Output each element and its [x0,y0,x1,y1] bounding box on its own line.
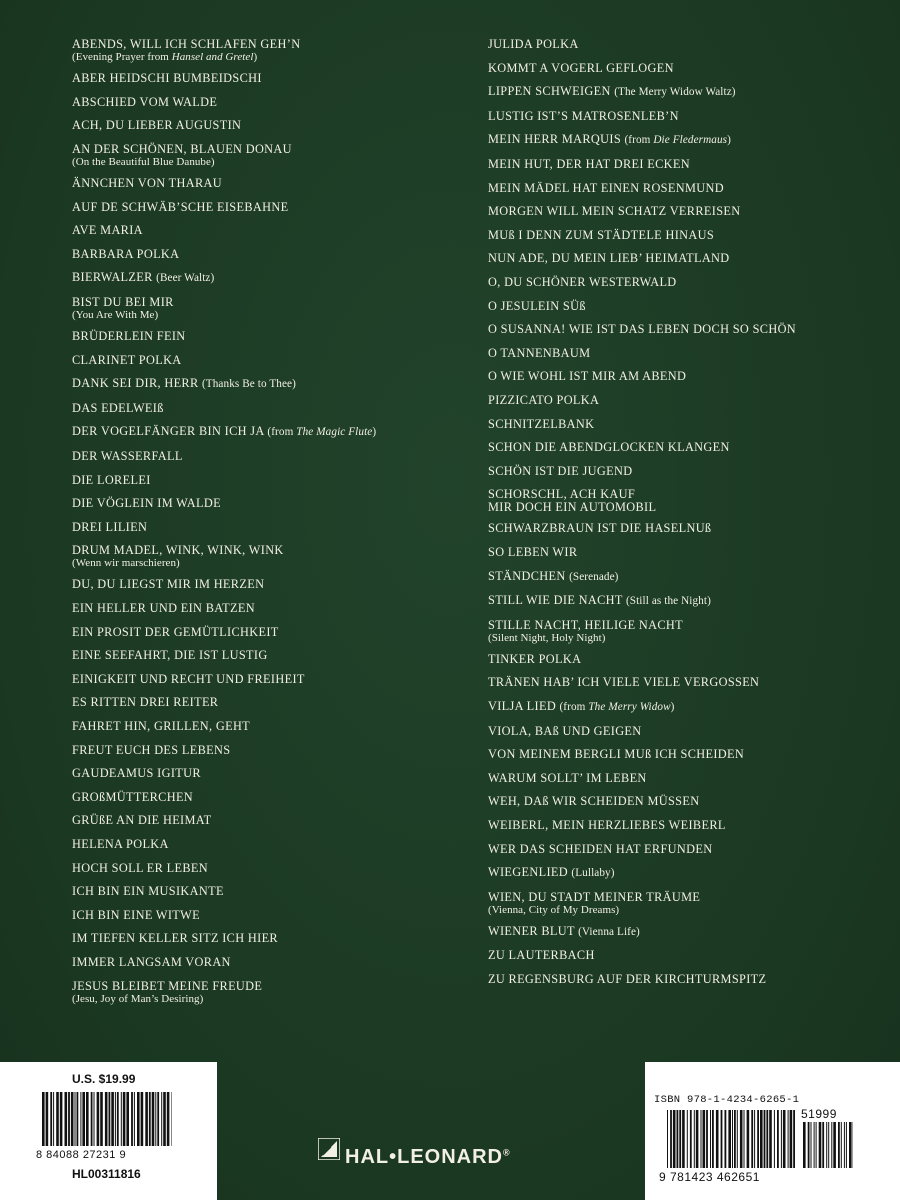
song-entry [72,602,472,615]
song-entry [488,38,888,51]
song-title: EINE SEEFAHRT, DIE IST LUSTIG [72,648,268,663]
barcode-bar [769,1110,772,1168]
song-title: TRÄNEN HAB’ ICH VIELE VIELE VERGOSSEN [488,675,760,690]
song-entry [488,133,888,147]
song-entry [488,546,888,559]
song-entry [488,370,888,383]
song-title: VIOLA, BAß UND GEIGEN [488,723,642,738]
song-entry [72,248,472,261]
barcode-bar [46,1092,49,1146]
barcode-bar [149,1092,151,1146]
barcode-bar [694,1110,695,1168]
song-translation: (Vienna Life) [578,925,640,938]
song-entry [72,201,472,214]
barcode-bar [157,1092,159,1146]
barcode-bar [687,1110,688,1168]
song-entry [72,354,472,367]
barcode-bar [172,1092,173,1146]
song-title: ZU LAUTERBACH [488,948,595,963]
song-title: WARUM SOLLT’ IM LEBEN [488,770,647,785]
song-entry [72,474,472,487]
song-title: SCHÖN IST DIE JUGEND [488,463,633,478]
song-title: MEIN MÄDEL HAT EINEN ROSENMUND [488,180,724,195]
addon-digits: 51999 [801,1107,837,1121]
song-entry [488,252,888,265]
barcode-bar [764,1110,766,1168]
song-entry [72,720,472,733]
song-entry [488,570,888,584]
barcode-bar [774,1110,775,1168]
song-title: IMMER LANGSAM VORAN [72,954,231,969]
barcode-bar [80,1092,81,1146]
barcode-bar [109,1092,111,1146]
song-title: DIE VÖGLEIN IM WALDE [72,496,221,511]
song-entry [488,653,888,666]
song-title: AN DER SCHÖNEN, BLAUEN DONAU [72,141,292,156]
song-entry [72,425,472,439]
barcode-bar [734,1110,736,1168]
song-entry [488,347,888,360]
song-entry [72,932,472,945]
song-translation: (Jesu, Joy of Man’s Desiring) [72,992,204,1005]
barcode-bar [849,1122,852,1168]
barcode-bar [841,1122,842,1168]
barcode-bar [71,1092,74,1146]
barcode-bar [163,1092,166,1146]
barcode-bar [725,1110,727,1168]
isbn-label: ISBN 978-1-4234-6265-1 [654,1094,800,1106]
song-entry [488,465,888,478]
song-entry [488,394,888,407]
barcode-bar [754,1110,755,1168]
song-translation: (The Merry Widow Waltz) [614,86,736,99]
song-title: STILLE NACHT, HEILIGE NACHT [488,617,684,632]
song-entry [72,814,472,827]
barcode-bar [747,1110,750,1168]
song-entry [488,276,888,289]
barcode-bar [712,1110,714,1168]
song-entry [72,119,472,132]
song-entry [488,205,888,218]
addon-barcode [803,1122,853,1168]
barcode-bar [826,1122,827,1168]
song-entry [488,748,888,761]
song-title: LUSTIG IST’S MATROSENLEB’N [488,108,679,123]
song-entry [488,676,888,689]
song-entry [488,418,888,431]
barcode-bar [777,1110,779,1168]
song-title: WEH, DAß WIR SCHEIDEN MÜSSEN [488,794,700,809]
barcode-bar [77,1092,79,1146]
barcode-bar [819,1122,822,1168]
barcode-bar [141,1092,144,1146]
barcode-bar [117,1092,119,1146]
upc-digits: 8 84088 27231 9 [36,1149,127,1161]
song-translation: (Serenade) [569,570,619,583]
song-title: HELENA POLKA [72,837,169,851]
barcode-bar [65,1092,68,1146]
song-entry [488,300,888,313]
barcode-bar [732,1110,733,1168]
barcode-bar [811,1122,812,1168]
song-entry [72,377,472,391]
song-title: TINKER POLKA [488,651,582,666]
song-entry [488,725,888,738]
song-title-continued: MIR DOCH EIN AUTOMOBIL [488,500,657,515]
song-list-right [488,38,888,997]
barcode-bar [126,1092,129,1146]
song-entry [72,544,472,570]
song-translation: (Evening Prayer from Hansel and Gretel) [72,51,258,63]
song-entry [488,891,888,917]
song-entry [488,323,888,336]
barcode-bar [137,1092,140,1146]
song-entry [488,949,888,962]
song-entry [488,62,888,75]
song-entry [488,866,888,880]
song-title: WER DAS SCHEIDEN HAT ERFUNDEN [488,841,713,856]
barcode-bar [781,1110,782,1168]
song-title: DRUM MADEL, WINK, WINK, WINK [72,543,284,558]
barcode-bar [822,1122,824,1168]
song-title: BRÜDERLEIN FEIN [72,329,186,344]
barcode-bar [728,1110,731,1168]
barcode-bar [793,1110,795,1168]
song-entry [488,182,888,195]
product-code: HL00311816 [72,1167,141,1181]
barcode-bar [677,1110,679,1168]
barcode-bar [123,1092,126,1146]
song-translation: (Wenn wir marschieren) [72,557,180,570]
barcode-bar [91,1092,93,1146]
barcode-bar [696,1110,699,1168]
barcode-bar [690,1110,692,1168]
song-title: ÄNNCHEN VON THARAU [72,175,222,190]
song-entry [488,973,888,986]
barcode-bar [803,1122,806,1168]
song-title: BIST DU BEI MIR [72,294,174,309]
song-title: GRÜßE AN DIE HEIMAT [72,813,212,828]
barcode-bar [94,1092,95,1146]
song-title: EINIGKEIT UND RECHT UND FREIHEIT [72,671,305,686]
song-title: PIZZICATO POLKA [488,392,600,407]
song-entry [488,594,888,608]
barcode-bar [86,1092,89,1146]
song-translation: (On the Beautiful Blue Danube) [72,155,215,168]
song-entry [72,956,472,969]
song-title: JULIDA POLKA [488,37,579,51]
song-title: O SUSANNA! WIE IST DAS LEBEN DOCH SO SCHÖN [488,322,797,337]
song-title: LIPPEN SCHWEIGEN (The Merry Widow Waltz) [488,84,736,99]
barcode-bar [121,1092,122,1146]
barcode-bar [783,1110,786,1168]
barcode-bar [670,1110,672,1168]
song-translation: (Lullaby) [571,867,615,880]
song-entry [72,862,472,875]
price-barcode-panel [0,1062,217,1200]
barcode-bar [56,1092,59,1146]
song-entry [72,838,472,851]
song-title: DER VOGELFÄNGER BIN ICH JA (from The Magic Flute) [72,424,377,439]
song-title: FAHRET HIN, GRILLEN, GEHT [72,719,251,734]
song-title: SCHNITZELBANK [488,416,595,431]
song-entry [488,229,888,242]
song-entry [72,696,472,709]
song-title: SCHORSCHL, ACH KAUF [488,487,636,502]
barcode-bar [751,1110,753,1168]
song-entry [72,497,472,510]
barcode-bar [111,1092,114,1146]
song-title: ES RITTEN DREI REITER [72,695,219,710]
song-title: ACH, DU LIEBER AUGUSTIN [72,118,242,133]
song-title: MEIN HERR MARQUIS (from Die Fledermaus) [488,132,731,147]
song-entry [72,271,472,285]
barcode-bar [145,1092,148,1146]
song-entry [72,673,472,686]
song-entry [488,700,888,714]
barcode-bar [831,1122,832,1168]
song-entry [72,578,472,591]
song-translation: (Beer Waltz) [156,272,215,285]
song-title: DREI LILIEN [72,519,148,534]
barcode-bar [766,1110,768,1168]
barcode-bar [42,1092,45,1146]
song-title: NUN ADE, DU MEIN LIEB’ HEIMATLAND [488,251,730,266]
song-title: STILL WIE DIE NACHT (Still as the Night) [488,593,711,608]
song-list-left [72,38,472,1014]
song-title: CLARINET POLKA [72,352,182,367]
song-entry [72,296,472,322]
song-source: (from The Magic Flute) [267,426,377,439]
song-title: ICH BIN EINE WITWE [72,907,200,922]
song-title: WIEN, DU STADT MEINER TRÄUME [488,889,701,904]
barcode-bar [161,1092,162,1146]
song-title: MORGEN WILL MEIN SCHATZ VERREISEN [488,204,741,219]
song-entry [72,143,472,169]
song-title: ABENDS, WILL ICH SCHLAFEN GEH’N [72,37,301,51]
song-title: EIN PROSIT DER GEMÜTLICHKEIT [72,624,279,639]
song-entry [72,72,472,85]
publisher-name: HAL•LEONARD® [345,1146,511,1168]
hal-leonard-mark-icon [318,1138,340,1160]
barcode-bar [155,1092,156,1146]
song-source: (from The Merry Widow) [559,701,675,714]
barcode-bar [701,1110,702,1168]
song-title: GAUDEAMUS IGITUR [72,766,201,781]
barcode-bar [152,1092,155,1146]
song-source: (from Die Fledermaus) [624,134,731,147]
song-entry [488,925,888,939]
song-title: ZU REGENSBURG AUF DER KIRCHTURMSPITZ [488,972,767,987]
song-entry [72,626,472,639]
song-entry [488,795,888,808]
song-title: DER WASSERFALL [72,449,183,463]
song-title: SCHON DIE ABENDGLOCKEN KLANGEN [488,440,730,455]
song-title: IM TIEFEN KELLER SITZ ICH HIER [72,931,278,946]
song-title: KOMMT A VOGERL GEFLOGEN [488,60,674,75]
song-title: MUß I DENN ZUM STÄDTELE HINAUS [488,227,715,242]
song-title: DAS EDELWEIß [72,400,164,415]
barcode-bar [828,1122,829,1168]
barcode-bar [737,1110,738,1168]
song-title: DANK SEI DIR, HERR (Thanks Be to Thee) [72,376,296,391]
song-entry [72,330,472,343]
song-title: BARBARA POLKA [72,246,180,261]
barcode-bar [100,1092,103,1146]
song-entry [72,402,472,415]
song-entry [72,744,472,757]
barcode-bar [760,1110,763,1168]
barcode-bar [740,1110,743,1168]
song-entry [72,649,472,662]
song-entry [488,819,888,832]
song-title: O WIE WOHL IST MIR AM ABEND [488,369,687,384]
song-title: EIN HELLER UND EIN BATZEN [72,601,255,616]
song-title: AUF DE SCHWÄB’SCHE EISEBAHNE [72,199,289,214]
barcode-bar [790,1110,793,1168]
barcode-bar [816,1122,817,1168]
barcode-bar [167,1092,170,1146]
barcode-bar [134,1092,135,1146]
barcode-bar [50,1092,52,1146]
song-title: O JESULEIN SÜß [488,298,586,313]
song-entry [488,441,888,454]
barcode-bar [68,1092,70,1146]
barcode-bar [838,1122,840,1168]
song-title: JESUS BLEIBET MEINE FREUDE [72,978,263,993]
barcode-bar [682,1110,685,1168]
song-title: FREUT EUCH DES LEBENS [72,742,231,757]
song-translation: (Vienna, City of My Dreams) [488,903,620,916]
song-title: ABER HEIDSCHI BUMBEIDSCHI [72,71,262,86]
song-title: VON MEINEM BERGLI MUß ICH SCHEIDEN [488,747,745,762]
hal-leonard-logo [318,1138,588,1170]
ean-digits: 9 781423 462651 [659,1170,760,1184]
upc-barcode [42,1092,172,1146]
song-translation: (Silent Night, Holy Night) [488,631,606,644]
song-title: ICH BIN EIN MUSIKANTE [72,884,224,899]
song-translation: (You Are With Me) [72,308,159,321]
song-title: SO LEBEN WIR [488,544,578,559]
barcode-bar [721,1110,723,1168]
barcode-bar [82,1092,85,1146]
barcode-bar [105,1092,108,1146]
song-title: VILJA LIED (from The Merry Widow) [488,699,675,714]
song-entry [488,772,888,785]
barcode-bar [757,1110,759,1168]
song-title: MEIN HUT, DER HAT DREI ECKEN [488,156,690,171]
song-entry [72,980,472,1006]
song-title: O, DU SCHÖNER WESTERWALD [488,274,677,289]
barcode-bar [53,1092,54,1146]
barcode-bar [115,1092,116,1146]
song-entry [72,521,472,534]
song-entry [72,96,472,109]
song-title: DIE LORELEI [72,472,151,487]
song-title: BIERWALZER (Beer Waltz) [72,270,215,285]
song-entry [72,38,472,64]
song-title: O TANNENBAUM [488,345,591,360]
song-title: AVE MARIA [72,223,143,238]
song-title: HOCH SOLL ER LEBEN [72,860,208,875]
barcode-bar [679,1110,681,1168]
barcode-bar [97,1092,100,1146]
barcode-bar [808,1122,810,1168]
song-title: WEIBERL, MEIN HERZLIEBES WEIBERL [488,818,726,832]
barcode-bar [60,1092,63,1146]
barcode-bar [667,1110,668,1168]
song-entry [72,767,472,780]
isbn-barcode-panel [645,1062,900,1200]
song-entry [488,619,888,645]
barcode-bar [706,1110,708,1168]
song-translation: (Thanks Be to Thee) [201,378,296,391]
song-entry [488,522,888,535]
song-entry [488,110,888,123]
barcode-bar [673,1110,676,1168]
barcode-bar [788,1110,789,1168]
song-entry [488,85,888,99]
song-title: WIEGENLIED (Lullaby) [488,865,615,880]
song-title: DU, DU LIEGST MIR IM HERZEN [72,577,265,592]
song-entry [72,909,472,922]
barcode-bar [844,1122,845,1168]
song-entry [488,488,888,514]
barcode-bar [846,1122,847,1168]
barcode-bar [131,1092,133,1146]
song-entry [72,177,472,190]
song-title: GROßMÜTTERCHEN [72,789,194,804]
barcode-bar [833,1122,836,1168]
isbn-barcode [667,1110,797,1168]
barcode-bar [814,1122,815,1168]
song-entry [488,158,888,171]
song-entry [72,885,472,898]
song-entry [72,224,472,237]
song-title: SCHWARZBRAUN IST DIE HASELNUß [488,521,712,536]
song-translation: (Still as the Night) [625,595,711,608]
song-title: WIENER BLUT (Vienna Life) [488,923,640,938]
barcode-bar [716,1110,719,1168]
song-title: ABSCHIED VOM WALDE [72,94,218,109]
song-entry [72,791,472,804]
song-entry [488,843,888,856]
barcode-bar [703,1110,706,1168]
price-label: U.S. $19.99 [72,1072,136,1086]
barcode-bar [710,1110,711,1168]
barcode-bar [75,1092,76,1146]
barcode-bar [744,1110,745,1168]
song-entry [72,450,472,463]
song-title: STÄNDCHEN (Serenade) [488,568,619,583]
